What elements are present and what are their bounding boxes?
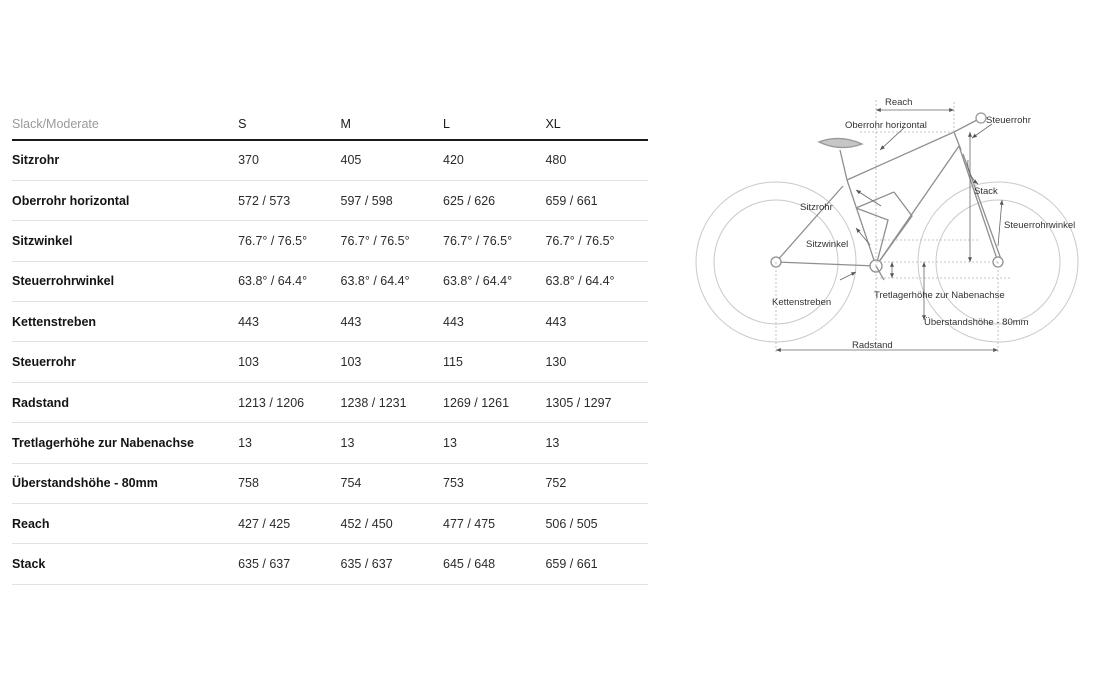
table-header — [12, 108, 648, 140]
label-tretlagerhoehe: Tretlagerhöhe zur Nabenachse — [874, 290, 1005, 301]
table-row — [12, 342, 648, 382]
row-value-m: 597 / 598 — [341, 180, 443, 220]
row-label: Sitzrohr — [12, 140, 238, 180]
row-value-m: 13 — [341, 423, 443, 463]
label-sitzwinkel: Sitzwinkel — [806, 239, 849, 250]
row-value-xl: 63.8° / 64.4° — [545, 261, 648, 301]
geometry-table — [12, 108, 648, 585]
row-value-l: 753 — [443, 463, 545, 503]
geometry-table-container — [12, 108, 648, 585]
row-value-s: 443 — [238, 302, 340, 342]
row-label: Kettenstreben — [12, 302, 238, 342]
label-sitzrohr: Sitzrohr — [800, 202, 833, 213]
row-label: Tretlagerhöhe zur Nabenachse — [12, 423, 238, 463]
row-label: Überstandshöhe - 80mm — [12, 463, 238, 503]
row-value-s: 427 / 425 — [238, 504, 340, 544]
row-value-xl: 506 / 505 — [545, 504, 648, 544]
label-steuerrohr: Steuerrohr — [986, 115, 1031, 126]
row-label: Radstand — [12, 382, 238, 422]
table-row — [12, 302, 648, 342]
label-stack: Stack — [974, 186, 998, 197]
row-value-l: 625 / 626 — [443, 180, 545, 220]
row-value-s: 635 / 637 — [238, 544, 340, 584]
row-label: Steuerrohrwinkel — [12, 261, 238, 301]
frame-icon — [771, 113, 1003, 280]
label-oberrohr-horizontal: Oberrohr horizontal — [845, 120, 927, 131]
row-value-m: 443 — [341, 302, 443, 342]
row-value-xl: 659 / 661 — [545, 544, 648, 584]
row-value-m: 103 — [341, 342, 443, 382]
row-value-s: 572 / 573 — [238, 180, 340, 220]
row-value-m: 76.7° / 76.5° — [341, 221, 443, 261]
row-value-l: 115 — [443, 342, 545, 382]
row-value-s: 758 — [238, 463, 340, 503]
row-value-xl: 1305 / 1297 — [545, 382, 648, 422]
table-row — [12, 423, 648, 463]
row-label: Steuerrohr — [12, 342, 238, 382]
table-row — [12, 382, 648, 422]
row-value-s: 13 — [238, 423, 340, 463]
row-value-m: 635 / 637 — [341, 544, 443, 584]
header-size-s: S — [238, 108, 340, 140]
table-row — [12, 504, 648, 544]
row-value-s: 370 — [238, 140, 340, 180]
row-value-xl: 752 — [545, 463, 648, 503]
row-label: Oberrohr horizontal — [12, 180, 238, 220]
row-value-s: 1213 / 1206 — [238, 382, 340, 422]
table-row — [12, 221, 648, 261]
label-kettenstreben: Kettenstreben — [772, 297, 832, 308]
header-size-xl: XL — [545, 108, 648, 140]
row-value-m: 754 — [341, 463, 443, 503]
row-value-m: 405 — [341, 140, 443, 180]
row-value-m: 1238 / 1231 — [341, 382, 443, 422]
row-value-l: 477 / 475 — [443, 504, 545, 544]
row-value-l: 1269 / 1261 — [443, 382, 545, 422]
row-value-l: 645 / 648 — [443, 544, 545, 584]
table-row — [12, 463, 648, 503]
row-value-s: 103 — [238, 342, 340, 382]
row-value-xl: 480 — [545, 140, 648, 180]
header-size-m: M — [341, 108, 443, 140]
row-value-l: 420 — [443, 140, 545, 180]
row-value-m: 452 / 450 — [341, 504, 443, 544]
row-label: Reach — [12, 504, 238, 544]
label-reach: Reach — [885, 97, 913, 108]
row-value-xl: 76.7° / 76.5° — [545, 221, 648, 261]
row-value-xl: 659 / 661 — [545, 180, 648, 220]
row-value-l: 76.7° / 76.5° — [443, 221, 545, 261]
row-label: Sitzwinkel — [12, 221, 238, 261]
row-label: Stack — [12, 544, 238, 584]
label-radstand: Radstand — [852, 340, 893, 351]
row-value-s: 63.8° / 64.4° — [238, 261, 340, 301]
label-steuerrohrwinkel: Steuerrohrwinkel — [1004, 220, 1076, 231]
table-row — [12, 180, 648, 220]
header-title: Slack/Moderate — [12, 108, 238, 140]
row-value-m: 63.8° / 64.4° — [341, 261, 443, 301]
row-value-s: 76.7° / 76.5° — [238, 221, 340, 261]
table-row — [12, 140, 648, 180]
row-value-l: 13 — [443, 423, 545, 463]
bike-geometry-diagram — [680, 80, 1110, 380]
row-value-l: 443 — [443, 302, 545, 342]
row-value-xl: 130 — [545, 342, 648, 382]
table-row — [12, 261, 648, 301]
row-value-xl: 443 — [545, 302, 648, 342]
table-header-row — [12, 108, 648, 140]
label-ueberstandshoehe: Überstandshöhe - 80mm — [924, 317, 1029, 328]
row-value-xl: 13 — [545, 423, 648, 463]
table-row — [12, 544, 648, 584]
header-size-l: L — [443, 108, 545, 140]
row-value-l: 63.8° / 64.4° — [443, 261, 545, 301]
table-body — [12, 140, 648, 584]
